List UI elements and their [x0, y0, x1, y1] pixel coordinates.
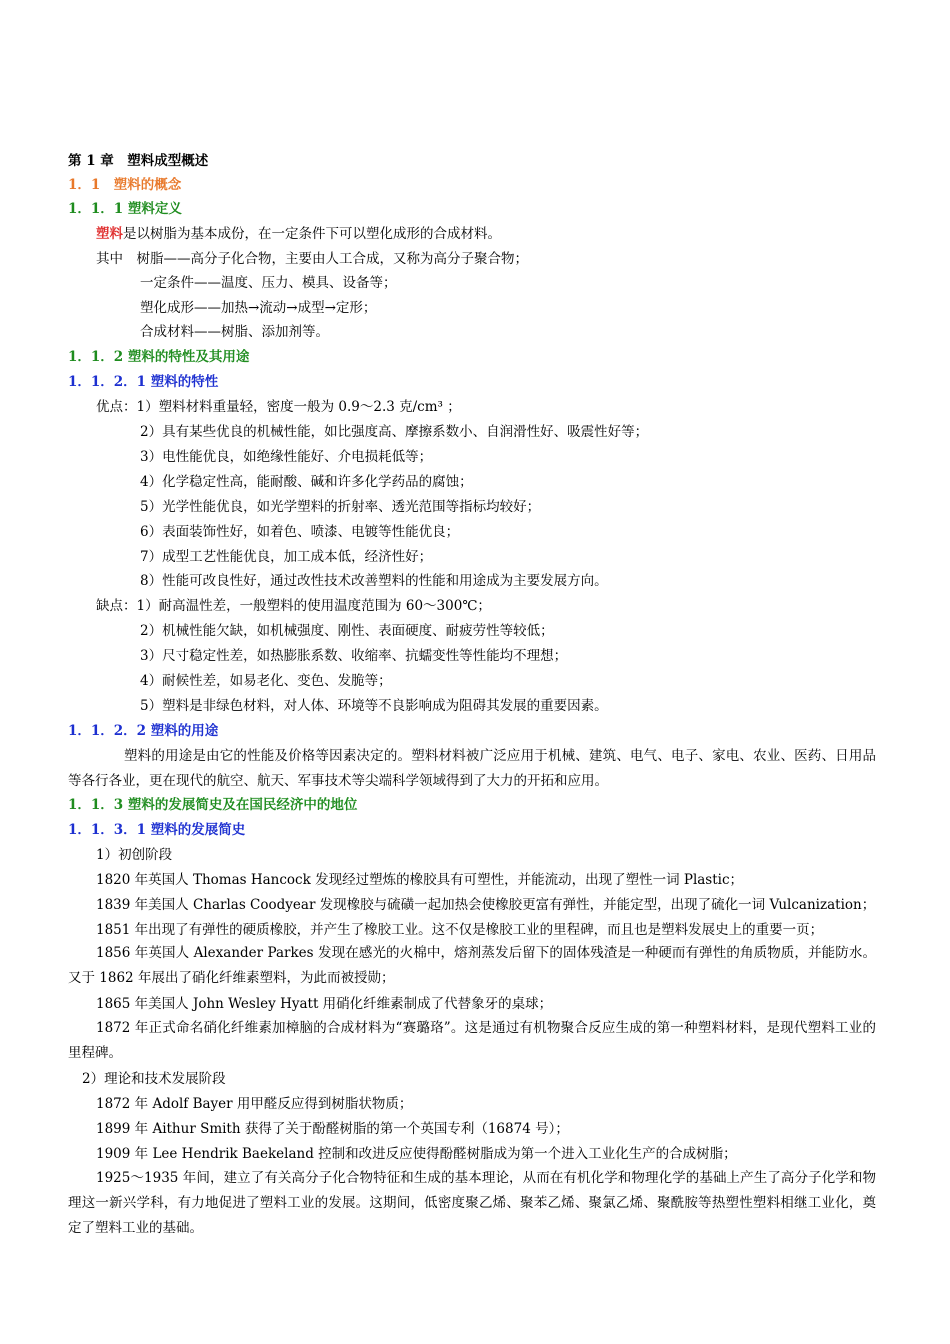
disadvantage-item: 4）耐候性差，如易老化、变色、发脆等；: [140, 673, 392, 689]
stage-heading: 1）初创阶段: [96, 847, 173, 863]
history-entry: 1839 年美国人 Charlas Coodyear 发现橡胶与硫磺一起加热会使橡胶更富有弹性，并能定型，出现了硫化一词 Vulcanization；: [96, 897, 876, 913]
history-entry: 1851 年出现了有弹性的硬质橡胶，并产生了橡胶工业。这不仅是橡胶工业的里程碑，而且也是塑料发展史上的重要一页；: [96, 922, 824, 938]
history-entry: 1909 年 Lee Hendrik Baekeland 控制和改进反应使得酚醛树脂成为第一个进入工业化生产的合成树脂；: [96, 1146, 737, 1162]
advantage-item: 8）性能可改良性好，通过改性技术改善塑料的性能和用途成为主要发展方向。: [140, 573, 608, 589]
history-entry: 1865 年美国人 John Wesley Hyatt 用硝化纤维素制成了代替象牙的桌球；: [96, 996, 553, 1012]
history-entry: 1820 年英国人 Thomas Hancock 发现经过塑炼的橡胶具有可塑性，并能流动，出现了塑性一词 Plastic；: [96, 872, 744, 888]
advantage-item: 5）光学性能优良，如光学塑料的折射率、透光范围等指标均较好；: [140, 499, 541, 515]
definition-item: 一定条件——温度、压力、模具、设备等；: [140, 275, 397, 291]
advantage-item: 7）成型工艺性能优良，加工成本低，经济性好；: [140, 549, 433, 565]
definition-item: 塑化成形——加热→流动→成型→定形；: [140, 300, 377, 316]
advantage-item: 优点：1）塑料材料重量轻，密度一般为 0.9～2.3 克/cm³ ；: [96, 399, 461, 415]
disadvantage-item: 5）塑料是非绿色材料，对人体、环境等不良影响成为阻碍其发展的重要因素。: [140, 698, 608, 714]
definition-line: [96, 223, 501, 245]
stage-heading: 2）理论和技术发展阶段: [82, 1071, 226, 1087]
section-1-1-3-1-title: 1．1．3．1 塑料的发展简史: [68, 822, 246, 838]
section-1-1-2-title: 1．1．2 塑料的特性及其用途: [68, 349, 250, 365]
history-entry: 1872 年 Adolf Bayer 用甲醛反应得到树脂状物质；: [96, 1096, 413, 1112]
definition-text: 是以树脂为基本成份，在一定条件下可以塑化成形的合成材料。: [123, 226, 501, 242]
section-1-1-title: 1．1 塑料的概念: [68, 177, 182, 193]
advantage-item: 3）电性能优良，如绝缘性能好、介电损耗低等；: [140, 449, 433, 465]
section-1-1-3-title: 1．1．3 塑料的发展简史及在国民经济中的地位: [68, 797, 358, 813]
history-entry: 1899 年 Aithur Smith 获得了关于酚醛树脂的第一个英国专利（16874 号）；: [96, 1121, 569, 1137]
disadvantage-item: 3）尺寸稳定性差，如热膨胀系数、收缩率、抗蠕变性等性能均不理想；: [140, 648, 568, 664]
history-entry: 1872 年正式命名硝化纤维素加樟脑的合成材料为“赛璐珞”。这是通过有机物聚合反应生成的第一种塑料材料，是现代塑料工业的里程碑。: [68, 1020, 876, 1061]
advantage-item: 4）化学稳定性高，能耐酸、碱和许多化学药品的腐蚀；: [140, 474, 473, 490]
section-1-1-2-2-title: 1．1．2．2 塑料的用途: [68, 723, 219, 739]
definition-keyword: 塑料: [96, 226, 123, 242]
disadvantage-item: 缺点：1）耐高温性差，一般塑料的使用温度范围为 60～300℃；: [96, 598, 491, 614]
section-1-1-2-1-title: 1．1．2．1 塑料的特性: [68, 374, 219, 390]
history-entry: 1856 年英国人 Alexander Parkes 发现在感光的火棉中，熔剂蒸发后留下的固体残渣是一种硬而有弹性的角质物质，并能防水。又于 1862 年展出了硝化纤维素塑料，为此而被授勋；: [68, 945, 876, 986]
usage-paragraph: 塑料的用途是由它的性能及价格等因素决定的。塑料材料被广泛应用于机械、建筑、电气、电子、家电、农业、医药、日用品等各行各业，更在现代的航空、航天、军事技术等尖端科学领域得到了大力的开拓和应用。: [68, 748, 876, 789]
section-1-1-1-title: 1．1．1 塑料定义: [68, 201, 182, 217]
definition-item: 其中 树脂——高分子化合物，主要由人工合成，又称为高分子聚合物；: [96, 251, 528, 267]
advantage-item: 2）具有某些优良的机械性能，如比强度高、摩擦系数小、自润滑性好、吸震性好等；: [140, 424, 649, 440]
disadvantage-item: 2）机械性能欠缺，如机械强度、刚性、表面硬度、耐疲劳性等较低；: [140, 623, 554, 639]
history-entry: 1925～1935 年间，建立了有关高分子化合物特征和生成的基本理论，从而在有机化学和物理化学的基础上产生了高分子化学和物理这一新兴学科，有力地促进了塑料工业的发展。这期间，低密度聚乙烯、聚苯乙烯、聚氯乙烯、聚酰胺等热塑性塑料相继工业化，奠定了塑料工业的基础。: [68, 1170, 876, 1236]
chapter-title: 第 1 章 塑料成型概述: [68, 153, 209, 169]
advantage-item: 6）表面装饰性好，如着色、喷漆、电镀等性能优良；: [140, 524, 460, 540]
definition-item: 合成材料——树脂、添加剂等。: [140, 324, 329, 340]
